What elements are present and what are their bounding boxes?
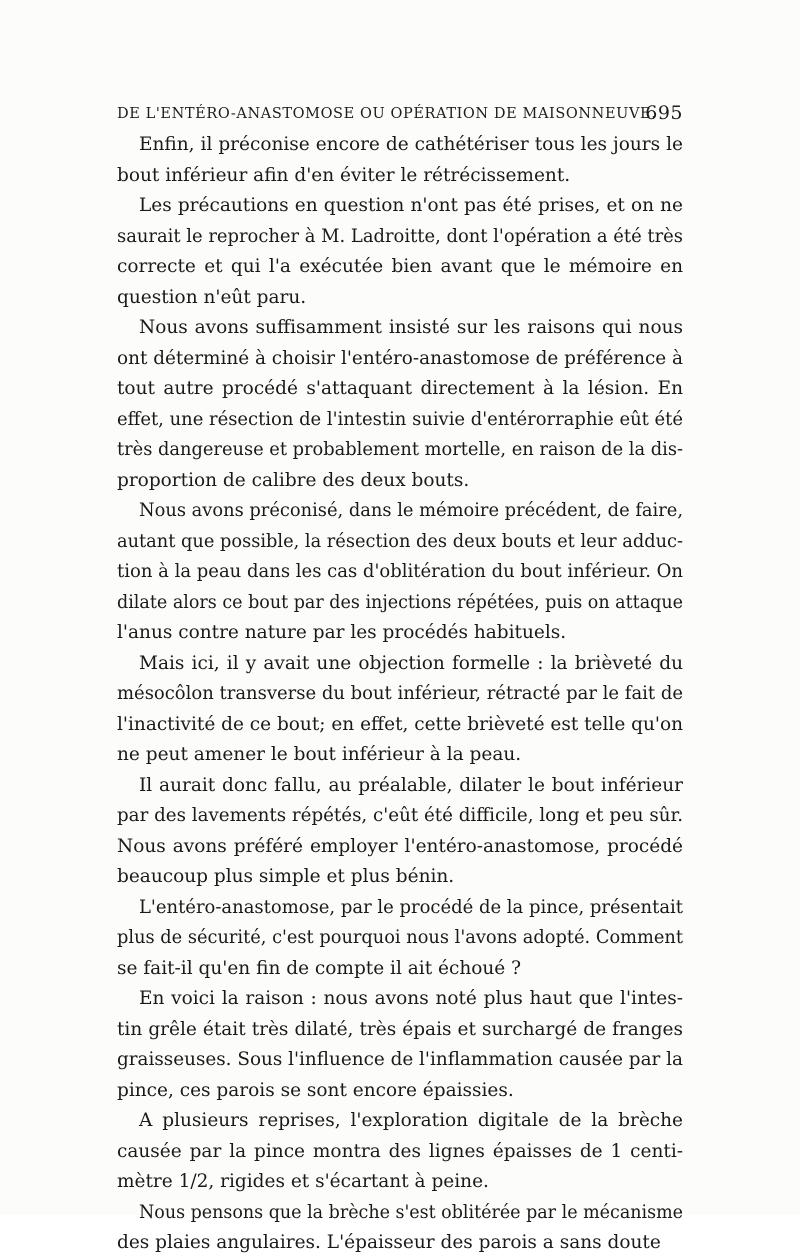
paragraph-first-line (117, 191, 683, 222)
paragraph-first-line (117, 893, 683, 924)
line-text: l'anus contre nature par les procédés habituels. (117, 622, 567, 643)
line-text: ont déterminé à choisir l'entéro-anastomose de préférence à (117, 347, 683, 369)
line-text: Il aurait donc fallu, au préalable, dilater le bout inférieur (139, 774, 683, 796)
text-line (117, 283, 683, 314)
line-text: bout inférieur afin d'en éviter le rétrécissement. (117, 164, 571, 186)
line-text: proportion de calibre des deux bouts. (117, 469, 470, 491)
paragraph-first-line (117, 1106, 683, 1137)
text-line (117, 1167, 683, 1198)
paragraph-first-line (117, 771, 683, 802)
line-text: A plusieurs reprises, l'exploration digitale de la brèche (139, 1110, 683, 1131)
text-line (117, 466, 683, 497)
line-text: Nous avons suffisamment insisté sur les raisons qui nous (139, 317, 683, 338)
paragraph-first-line (117, 1198, 683, 1229)
line-text: graisseuses. Sous l'influence de l'inflammation causée par la (117, 1049, 683, 1070)
text-line (117, 923, 683, 954)
text-line (117, 801, 683, 832)
paragraph-first-line (117, 649, 683, 680)
page-number: 695 (645, 102, 683, 124)
text-line (117, 161, 683, 192)
line-text: tin grêle était très dilaté, très épais et surchargé de franges (117, 1018, 683, 1040)
line-text: des plaies angulaires. L'épaisseur des parois a sans doute (117, 1232, 661, 1253)
line-text: Nous avons préconisé, dans le mémoire précédent, de faire, (139, 500, 683, 521)
text-line (117, 1076, 683, 1107)
text-line (117, 1228, 683, 1259)
line-text: tout autre procédé s'attaquant directement à la lésion. En (117, 378, 683, 399)
line-text: correcte et qui l'a exécutée bien avant que le mémoire en (117, 256, 683, 277)
line-text: L'entéro-anastomose, par le procédé de la pince, présentait (139, 896, 683, 918)
text-line (117, 374, 683, 405)
text-line (117, 222, 683, 253)
text-line (117, 862, 683, 893)
line-text: Mais ici, il y avait une objection formelle : la brièveté du (139, 652, 683, 674)
text-line (117, 1015, 683, 1046)
running-head (117, 102, 683, 128)
line-text: Nous avons préféré employer l'entéro-anastomose, procédé (117, 835, 683, 857)
body-text (117, 130, 683, 1259)
text-line (117, 618, 683, 649)
running-title: DE L'ENTÉRO-ANASTOMOSE OU OPÉRATION DE MAISONNEUVE. (117, 106, 657, 122)
line-text: mètre 1/2, rigides et s'écartant à peine. (117, 1171, 489, 1192)
text-line (117, 832, 683, 863)
line-text: très dangereuse et probablement mortelle, en raison de la dis- (117, 439, 683, 460)
line-text: Nous pensons que la brèche s'est oblitérée par le mécanisme (139, 1201, 683, 1223)
line-text: autant que possible, la résection des deux bouts et leur adduc- (117, 530, 683, 552)
line-text: par des lavements répétés, c'eût été difficile, long et peu sûr. (117, 805, 683, 826)
line-text: mésocôlon transverse du bout inférieur, rétracté par le fait de (117, 683, 683, 704)
text-line (117, 435, 683, 466)
line-text: plus de sécurité, c'est pourquoi nous l'avons adopté. Comment (117, 927, 683, 948)
line-text: effet, une résection de l'intestin suivie d'entérorraphie eût été (117, 408, 683, 430)
line-text: beaucoup plus simple et plus bénin. (117, 866, 455, 887)
text-line (117, 527, 683, 558)
paragraph-first-line (117, 984, 683, 1015)
text-line (117, 954, 683, 985)
text-line (117, 252, 683, 283)
text-line (117, 740, 683, 771)
line-text: l'inactivité de ce bout; en effet, cette brièveté est telle qu'on (117, 713, 683, 735)
line-text: se fait-il qu'en fin de compte il ait échoué ? (117, 957, 522, 979)
paragraph-first-line (117, 130, 683, 161)
line-text: ne peut amener le bout inférieur à la peau. (117, 744, 522, 765)
text-line (117, 588, 683, 619)
line-text: saurait le reprocher à M. Ladroitte, dont l'opération a été très (117, 225, 683, 247)
line-text: Enfin, il préconise encore de cathétériser tous les jours le (139, 134, 683, 155)
text-line (117, 557, 683, 588)
text-line (117, 710, 683, 741)
line-text: pince, ces parois se sont encore épaissies. (117, 1079, 514, 1101)
text-line (117, 1045, 683, 1076)
line-text: dilate alors ce bout par des injections répétées, puis on attaque (117, 591, 683, 613)
line-text: Les précautions en question n'ont pas été prises, et on ne (139, 195, 683, 216)
text-line (117, 1137, 683, 1168)
text-line (117, 679, 683, 710)
line-text: causée par la pince montra des lignes épaisses de 1 centi- (117, 1140, 683, 1162)
paragraph-first-line (117, 313, 683, 344)
line-text: question n'eût paru. (117, 286, 307, 308)
line-text: tion à la peau dans les cas d'oblitération du bout inférieur. On (117, 561, 683, 582)
line-text: En voici la raison : nous avons noté plus haut que l'intes- (139, 988, 683, 1009)
text-line (117, 344, 683, 375)
text-line (117, 405, 683, 436)
paragraph-first-line (117, 496, 683, 527)
